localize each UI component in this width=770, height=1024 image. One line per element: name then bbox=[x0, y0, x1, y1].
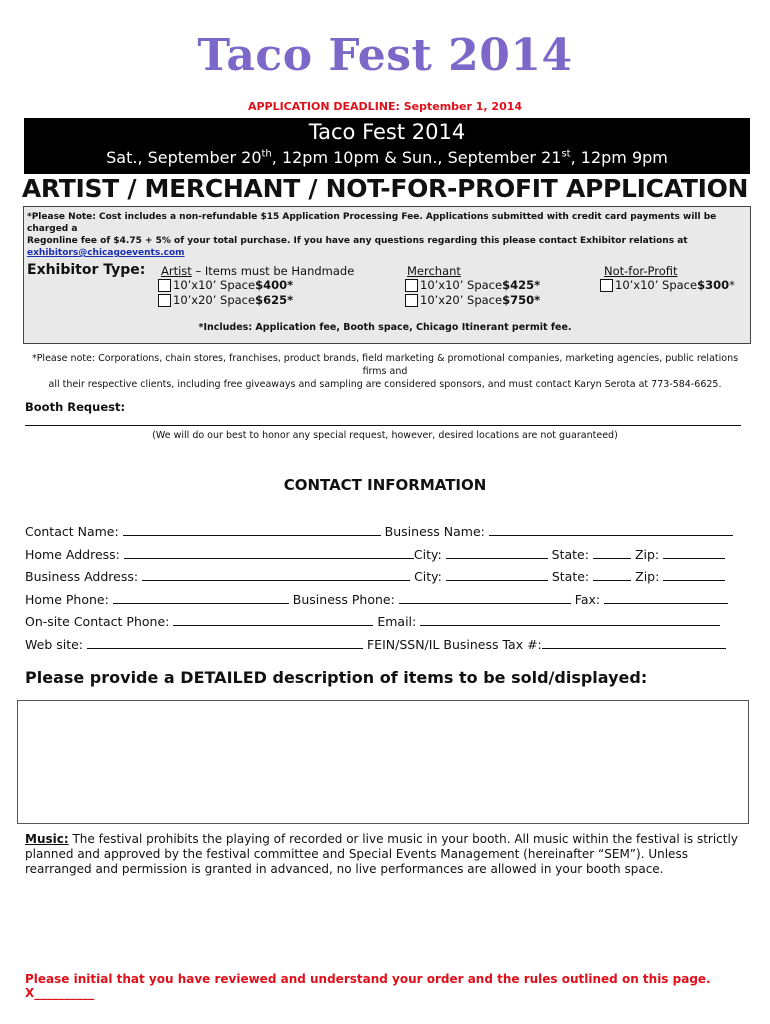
business-phone-field[interactable] bbox=[399, 592, 571, 604]
music-label: Music: bbox=[25, 832, 69, 846]
page-title: Taco Fest 2014 bbox=[197, 30, 573, 81]
fein-field[interactable] bbox=[542, 637, 726, 649]
city-label: City: bbox=[413, 547, 442, 562]
artist-heading: Artist – Items must be Handmade bbox=[161, 264, 355, 278]
fax-label: Fax: bbox=[574, 592, 601, 607]
nfp-heading: Not-for-Profit bbox=[604, 264, 678, 278]
home-phone-field[interactable] bbox=[113, 592, 289, 604]
city-field[interactable] bbox=[446, 547, 548, 559]
state-field[interactable] bbox=[593, 547, 631, 559]
contact-name-field[interactable] bbox=[123, 524, 381, 536]
fax-field[interactable] bbox=[604, 592, 728, 604]
fein-label: FEIN/SSN/IL Business Tax #: bbox=[366, 637, 542, 652]
artist-option-10x10[interactable]: 10’x10’ Space $400* bbox=[158, 278, 293, 292]
contact-row-5 bbox=[25, 614, 720, 629]
checkbox[interactable] bbox=[158, 279, 171, 292]
home-address-label: Home Address: bbox=[25, 547, 120, 562]
zip-label: Zip: bbox=[634, 547, 660, 562]
checkbox[interactable] bbox=[600, 279, 613, 292]
city-label-2: City: bbox=[414, 569, 442, 584]
zip-field[interactable] bbox=[663, 547, 725, 559]
contact-row-3 bbox=[25, 569, 725, 584]
city-field-2[interactable] bbox=[446, 569, 548, 581]
includes-note: *Includes: Application fee, Booth space, Chicago Itinerant permit fee. bbox=[198, 322, 572, 333]
state-label-2: State: bbox=[551, 569, 590, 584]
website-field[interactable] bbox=[87, 637, 363, 649]
merchant-option-10x10[interactable]: 10’x10’ Space $425* bbox=[405, 278, 540, 292]
contact-row-4 bbox=[25, 592, 728, 607]
email-label: Email: bbox=[377, 614, 417, 629]
nfp-option-10x10[interactable]: 10’x10’ Space $300 * bbox=[600, 278, 735, 292]
exhibitor-email-link[interactable]: exhibitors@chicagoevents.com bbox=[27, 248, 185, 258]
contact-row-1 bbox=[25, 524, 733, 539]
application-title: ARTIST / MERCHANT / NOT-FOR-PROFIT APPLICATION bbox=[21, 174, 749, 203]
booth-request-field[interactable] bbox=[25, 425, 741, 426]
home-address-field[interactable] bbox=[124, 547, 414, 559]
fee-note: *Please Note: Cost includes a non-refundable $15 Application Processing Fee. Applications submitted with credit card payments will be charged a Regonline fee of $4.75 + 5% of your total purchase. If you have any questions regarding this please contact Exhibitor relations at exhibitors@chicagoevents.com bbox=[27, 212, 717, 258]
merchant-heading: Merchant bbox=[407, 264, 461, 278]
home-phone-label: Home Phone: bbox=[25, 592, 109, 607]
application-deadline: APPLICATION DEADLINE: September 1, 2014 bbox=[247, 100, 523, 113]
website-label: Web site: bbox=[25, 637, 84, 652]
booth-request-label: Booth Request: bbox=[25, 400, 126, 414]
contact-heading: CONTACT INFORMATION bbox=[283, 476, 487, 494]
contact-row-6 bbox=[25, 637, 726, 652]
checkbox[interactable] bbox=[405, 279, 418, 292]
merchant-option-10x20[interactable]: 10’x20’ Space $750* bbox=[405, 293, 540, 307]
initial-acknowledgement[interactable]: Please initial that you have reviewed and understand your order and the rules outlined on this page. X__________ bbox=[25, 972, 711, 1000]
description-heading: Please provide a DETAILED description of items to be sold/displayed: bbox=[25, 668, 648, 687]
email-field[interactable] bbox=[420, 614, 720, 626]
contact-row-2 bbox=[25, 547, 725, 562]
booth-request-note: (We will do our best to honor any special request, however, desired locations are not guaranteed) bbox=[152, 430, 618, 441]
business-address-label: Business Address: bbox=[25, 569, 139, 584]
business-name-field[interactable] bbox=[489, 524, 733, 536]
state-field-2[interactable] bbox=[593, 569, 631, 581]
business-address-field[interactable] bbox=[142, 569, 410, 581]
onsite-phone-label: On-site Contact Phone: bbox=[25, 614, 170, 629]
banner-title: Taco Fest 2014 bbox=[308, 120, 466, 144]
checkbox[interactable] bbox=[158, 294, 171, 307]
sponsor-note: *Please note: Corporations, chain stores, franchises, product brands, field marketing & promotional companies, marketing agencies, public relations firms and all their respective clients, including free giveaways and sampling are considered sponsors, and must contact Karyn Serota at 773-584-6625. bbox=[31, 353, 739, 390]
contact-name-label: Contact Name: bbox=[25, 524, 119, 539]
checkbox[interactable] bbox=[405, 294, 418, 307]
banner-dates: Sat., September 20th, 12pm 10pm & Sun., September 21st, 12pm 9pm bbox=[106, 148, 668, 167]
business-phone-label: Business Phone: bbox=[292, 592, 395, 607]
event-banner bbox=[24, 118, 750, 174]
music-policy: Music: The festival prohibits the playing of recorded or live music in your booth. All music within the festival is strictly planned and approved by the festival committee and Special Events Management (hereinafter “SEM”). Unless rearranged and permission is granted in advanced, no live performances are allowed in your booth space. bbox=[25, 832, 738, 876]
zip-field-2[interactable] bbox=[663, 569, 725, 581]
onsite-phone-field[interactable] bbox=[173, 614, 373, 626]
zip-label-2: Zip: bbox=[635, 569, 660, 584]
state-label: State: bbox=[551, 547, 589, 562]
artist-option-10x20[interactable]: 10’x20’ Space $625* bbox=[158, 293, 293, 307]
exhibitor-type-label: Exhibitor Type: bbox=[27, 262, 146, 278]
business-name-label: Business Name: bbox=[384, 524, 485, 539]
description-textarea[interactable] bbox=[17, 700, 749, 824]
